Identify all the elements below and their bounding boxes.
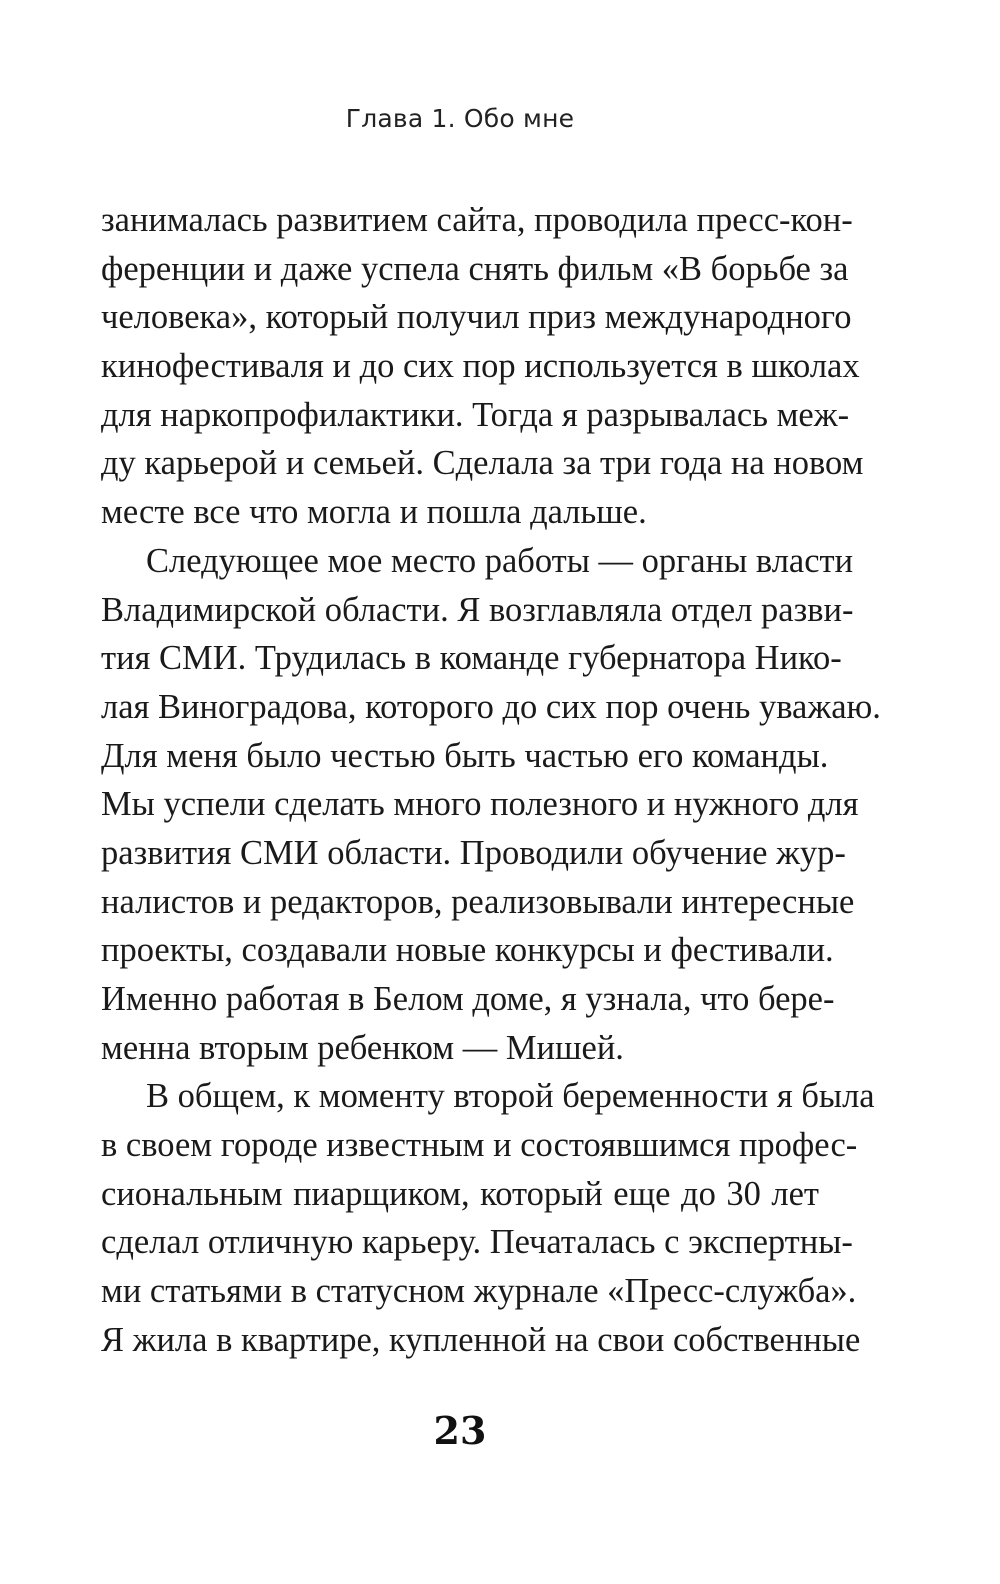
body-text	[101, 196, 881, 1365]
text-line: для наркопрофилактики. Тогда я разрывалась меж-	[101, 395, 850, 434]
text-line: Мы успели сделать много полезного и нужного для	[101, 785, 859, 824]
text-line: проекты, создавали новые конкурсы и фестивали.	[101, 931, 834, 970]
text-line: Для меня было честью быть частью его команды.	[101, 736, 829, 775]
text-line: лая Виноградова, которого до сих пор очень уважаю.	[101, 687, 881, 726]
text-line: налистов и редакторов, реализовывали интересные	[101, 882, 855, 921]
text-line: В общем, к моменту второй беременности я была	[146, 1077, 875, 1116]
text-line: развития СМИ области. Проводили обучение жур-	[101, 833, 846, 872]
text-line: человека», который получил приз международного	[101, 298, 852, 337]
text-line: сделал отличную карьеру. Печаталась с экспертны-	[101, 1223, 853, 1262]
text-line: тия СМИ. Трудилась в команде губернатора Нико-	[101, 639, 842, 678]
text-line: Именно работая в Белом доме, я узнала, что бере-	[101, 980, 835, 1018]
text-line: Следующее мое место работы — органы власти	[146, 541, 854, 580]
text-line: Владимирской области. Я возглавляла отдел разви-	[101, 590, 854, 629]
text-line: сиональным пиарщиком, который еще до 30 лет	[101, 1174, 819, 1213]
text-line: кинофестиваля и до сих пор используется в школах	[101, 347, 860, 386]
chapter-running-head: Глава 1. Обо мне	[345, 104, 575, 133]
text-line: Я жила в квартире, купленной на свои собственные	[101, 1320, 861, 1359]
text-line: ми статьями в статусном журнале «Пресс-служба».	[101, 1272, 857, 1311]
text-line: ференции и даже успела снять фильм «В борьбе за	[101, 249, 849, 288]
text-line: занималась развитием сайта, проводила пресс-кон-	[101, 201, 853, 239]
text-line: ду карьерой и семьей. Сделала за три года на новом	[101, 444, 864, 483]
page-number: 23	[433, 1408, 487, 1453]
text-line: менна вторым ребенком — Мишей.	[101, 1028, 624, 1067]
text-line: месте все что могла и пошла дальше.	[101, 493, 647, 532]
text-line: в своем городе известным и состоявшимся профес-	[101, 1126, 858, 1165]
